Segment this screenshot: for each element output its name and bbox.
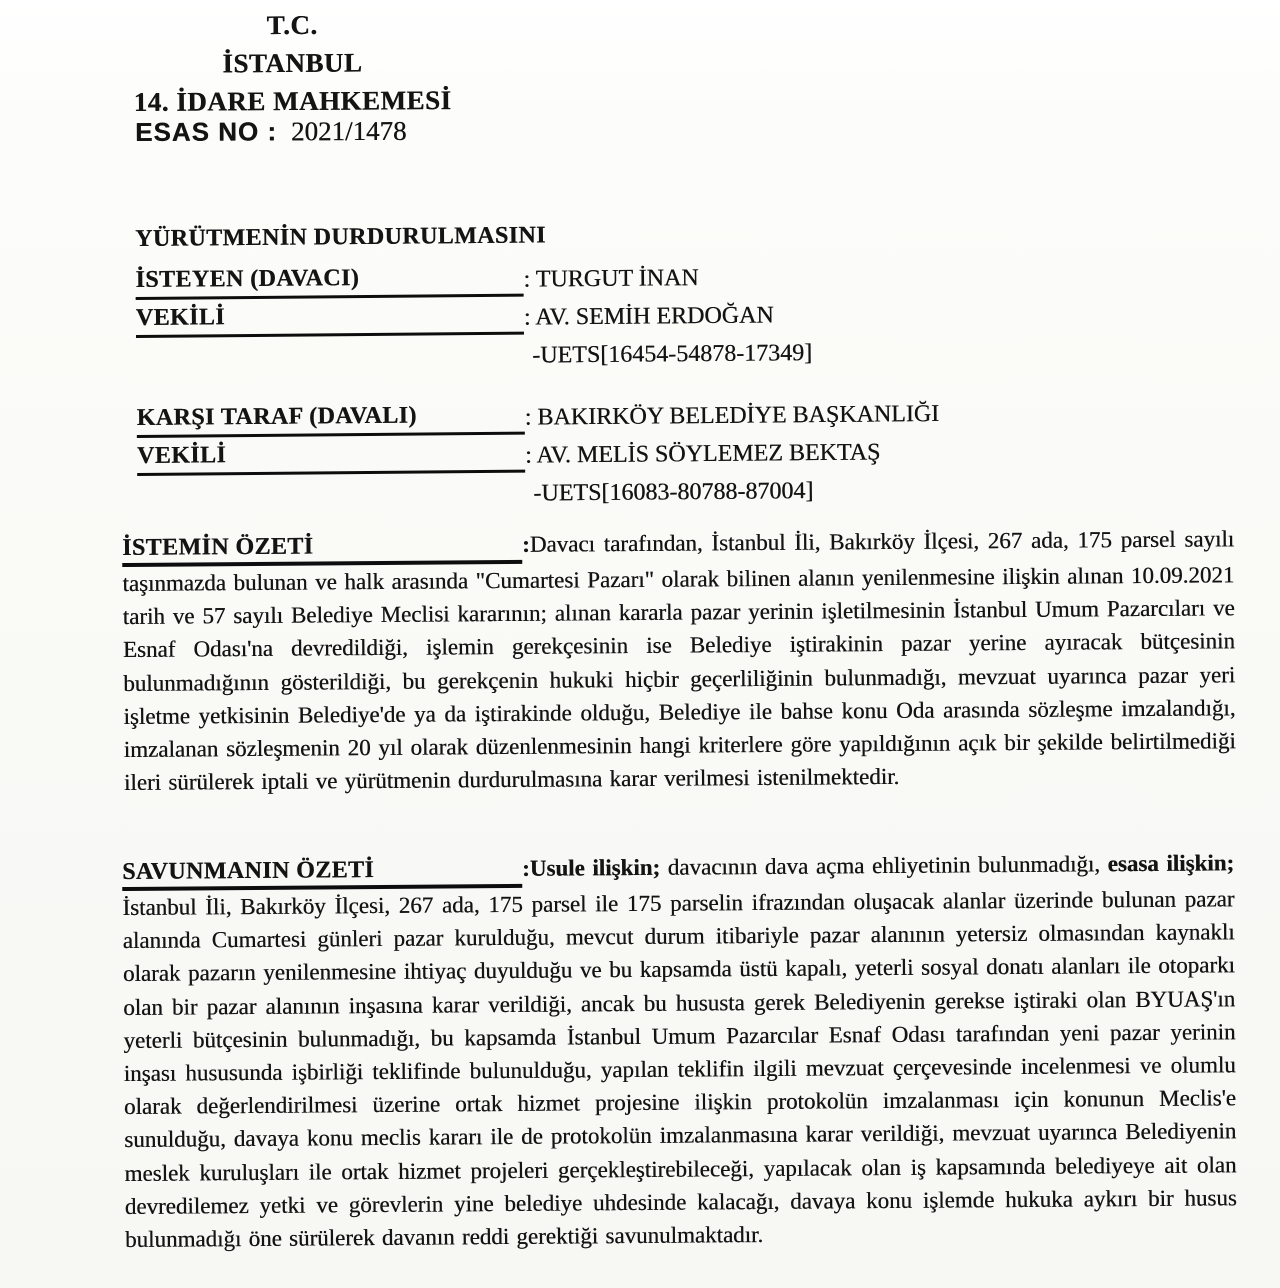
case-number-row <box>135 116 407 148</box>
defendant-uets-value: -UETS[16083-80788-87004] <box>533 478 814 507</box>
plaintiff-uets-spacer <box>136 370 524 376</box>
parties-block <box>135 214 1237 514</box>
claim-summary-paragraph <box>122 522 1236 799</box>
stay-request-heading: YÜRÜTMENİN DURDURULMASINI <box>135 222 546 252</box>
court-name: 14. İDARE MAHKEMESİ <box>133 85 452 117</box>
document-header <box>62 5 523 122</box>
case-number-label: ESAS NO : <box>135 116 278 147</box>
defendant-label: KARŞI TARAF (DAVALI) <box>137 402 525 438</box>
plaintiff-value: : TURGUT İNAN <box>523 265 699 293</box>
plaintiff-uets-value: -UETS[16454-54878-17349] <box>532 340 813 369</box>
plaintiff-label: İSTEYEN (DAVACI) <box>135 264 523 300</box>
republic-abbreviation: T.C. <box>266 9 318 41</box>
plaintiff-counsel-label: VEKİLİ <box>136 302 524 338</box>
defendant-uets-spacer <box>138 508 526 514</box>
defense-summary-paragraph <box>122 846 1237 1256</box>
claim-summary-label: İSTEMİN ÖZETİ <box>122 532 522 567</box>
defendant-counsel-value: : AV. MELİS SÖYLEMEZ BEKTAŞ <box>524 439 881 469</box>
case-number-value: 2021/1478 <box>290 115 407 147</box>
plaintiff-counsel-value: : AV. SEMİH ERDOĞAN <box>523 302 774 331</box>
defense-summary-label: SAVUNMANIN ÖZETİ <box>122 856 522 891</box>
defense-summary-text: :Usule ilişkin; davacının dava açma ehliyetinin bulunmadığı, esasa ilişkin; İstanbul İli, Bakırköy İlçesi, 267 ada, 175 parsel ile 175 parselin ifrazından oluşacak alanlar üzerinde bulunan pazar alanında Cumartesi günleri pazar kurulduğu, mevcut durum itibariyle pazar alanının yetersiz olmasından kaynaklı olarak pazarın yenilenmesine ihtiyaç duyulduğu ve bu kapsamda üstü kapalı, yeterli sosyal donatı alanları ile otoparkı olan bir pazar alanının inşasına karar verildiği, ancak bu hususta gerek Belediyenin gerekse iştiraki olan BYUAŞ'ın yeterli bütçesinin bulunmadığı, bu kapsamda İstanbul Umum Pazarcılar Esnaf Odası tarafından yeni pazar yerinin inşası hususunda işbirliği teklifinde bulunulduğu, yapılan teklifin ilgili mevzuat çerçevesinde incelenmesi ve olumlu olarak değerlendirilmesi üzerine ortak hizmet projesine ilişkin protokolün imzalanması için konunun Meclis'e sunulduğu, davaya konu meclis kararı ile de protokolün imzalanmasına karar verildiği, mevzuat uyarınca Belediyenin meslek kuruluşları ile ortak hizmet projeleri gerçekleştirebileceği, yapılacak olan iş kapsamında belediyeye ait olan devredilemez yetki ve görevlerin yine belediye uhdesinde kalacağı, davaya konu işlemde hukuka aykırı bir husus bulunmadığı öne sürülerek davanın reddi gerektiği savunulmaktadır. <box>122 850 1237 1253</box>
court-city: İSTANBUL <box>222 47 363 79</box>
defense-summary-section <box>122 846 1237 1256</box>
claim-summary-section <box>122 522 1236 799</box>
defendant-counsel-label: VEKİLİ <box>137 440 525 476</box>
defendant-value: : BAKIRKÖY BELEDİYE BAŞKANLIĞI <box>524 400 940 431</box>
claim-summary-text: :Davacı tarafından, İstanbul İli, Bakırköy İlçesi, 267 ada, 175 parsel sayılı taşınmazda bulunan ve halk arasında "Cumartesi Pazarı" olarak bilinen alanın yenilenmesine ilişkin alınan 10.09.2021 tarih ve 57 sayılı Belediye Meclisi kararının; alınan kararla pazar yerinin işletilmesinin İstanbul Umum Pazarcıları ve Esnaf Odası'na devredildiği, işlemin gerekçesinin ise Belediye iştirakinin pazar yerine ayıracak bütçesinin bulunmadığının gösterildiği, bu gerekçenin hukuki hiçbir geçerliliğinin bulunmadığı, mevzuat uyarınca pazar yeri işletme yetkisinin Belediye'de ya da iştirakinde olduğu, Belediye ile bahse konu Oda arasında sözleşme imzalandığı, imzalanan sözleşmenin 20 yıl olarak düzenlenmesinin hangi kriterlere göre yapıldığının açık bir şekilde belirtilmediği ileri sürülerek iptali ve yürütmenin durdurulmasına karar verilmesi istenilmektedir. <box>122 526 1236 796</box>
